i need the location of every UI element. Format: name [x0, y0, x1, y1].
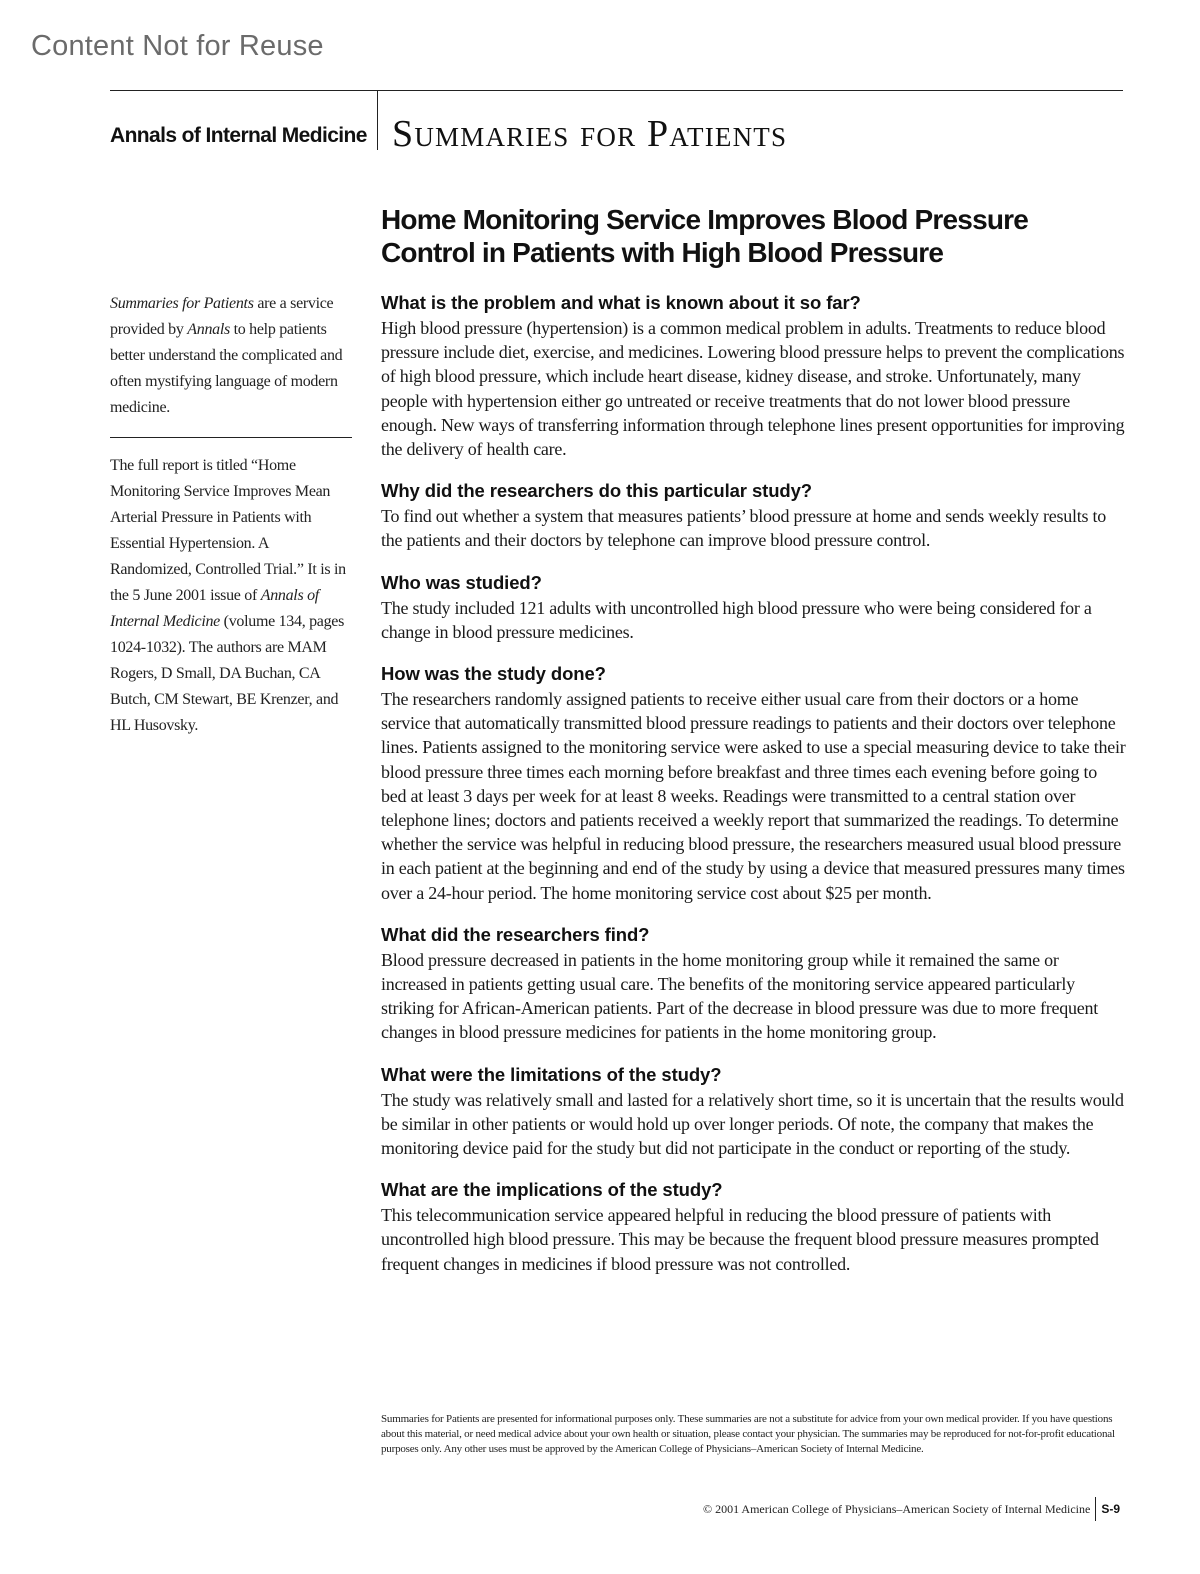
- section-heading: What is the problem and what is known about it so far?: [381, 292, 861, 313]
- section-body: High blood pressure (hypertension) is a common medical problem in adults. Treatments to reduce blood pressure include diet, exercise, and medicines. Lowering blood pressure helps to prevent the complications of high blood pressure, which include heart disease, kidney disease, and stroke. Unfortunately, many people with hypertension either go untreated or receive treatments that do not lower blood pressure enough. New ways of transferring information through telephone lines present opportunities for improving the delivery of health care.: [381, 318, 1125, 460]
- footer-divider: [1095, 1497, 1096, 1521]
- section-heading: What were the limitations of the study?: [381, 1063, 722, 1085]
- section-heading: How was the study done?: [381, 663, 606, 685]
- header-rule: [110, 90, 1123, 91]
- section-implications: [381, 1177, 1126, 1276]
- article-body: [381, 290, 1126, 1293]
- sidebar-intro-annals: Annals: [187, 321, 230, 338]
- sidebar-ref-part-b: (volume 134, pages 1024-1032). The authors are MAM Rogers, D Small, DA Buchan, CA Butch, CM Stewart, BE Krenzer, and HL Husovsky.: [110, 613, 345, 734]
- section-body: The study was relatively small and lasted for a relatively short time, so it is uncertain that the results would be similar in other patients or would hold up over longer periods. Of note, the company that makes the monitoring device paid for the study but did not participate in the conduct or reporting of the study.: [381, 1089, 1124, 1159]
- page-footer: [703, 1497, 1120, 1521]
- sidebar-reference: [110, 453, 352, 739]
- section-limitations: [381, 1062, 1126, 1161]
- section-heading: Why did the researchers do this particular study?: [381, 480, 812, 502]
- section-heading: What are the implications of the study?: [381, 1179, 723, 1201]
- journal-name: Annals of Internal Medicine: [110, 124, 367, 147]
- sidebar-ref-part-a: The full report is titled “Home Monitoring Service Improves Mean Arterial Pressure in Patients with Essential Hypertension. A Randomized, Controlled Trial.” It is in the 5 June 2001 issue of: [110, 457, 346, 604]
- sidebar-reference-text: [110, 453, 352, 739]
- disclaimer: Summaries for Patients are presented for informational purposes only. These summaries are not a substitute for advice from your own medical provider. If you have questions about this material, or need medical advice about your own health or situation, please contact your physician. The summaries may be reproduced for not-for-profit educational purposes only. Any other uses must be approved by the American College of Physicians–American Society of Internal Medicine.: [381, 1413, 1115, 1455]
- sidebar-divider: [110, 437, 352, 438]
- section-body: Blood pressure decreased in patients in the home monitoring group while it remained the same or increased in patients getting usual care. The benefits of the monitoring service appeared particularly striking for African-American patients. Part of the decrease in blood pressure was due to more frequent changes in blood pressure medicines for patients in the home monitoring group.: [381, 949, 1098, 1043]
- section-how: [381, 661, 1126, 905]
- sidebar-intro: [110, 291, 352, 421]
- section-body: The researchers randomly assigned patients to receive either usual care from their doctors or a home service that automatically transmitted blood pressure readings to patients and their doctors over telephone lines. Patients assigned to the monitoring service were asked to use a special measuring device to take their blood pressure three times each morning before breakfast and three times each evening before going to bed at least 3 days per week for at least 8 weeks. Readings were transmitted to a central station over telephone lines; doctors and patients received a weekly report that summarized the readings. To determine whether the service was helpful in reducing blood pressure, the researchers measured usual blood pressure in each patient at the beginning and end of the study by using a device that measured pressures many times over a 24-hour period. The home monitoring service cost about $25 per month.: [381, 689, 1126, 903]
- article-title: Home Monitoring Service Improves Blood Pressure Control in Patients with High Blood Pressure: [381, 204, 1029, 268]
- sidebar-intro-part-a: are a service provided by: [110, 295, 334, 338]
- section-title: Summaries for Patients: [392, 113, 788, 155]
- section-heading: Who was studied?: [381, 571, 542, 593]
- section-why: [381, 478, 1126, 552]
- sidebar-intro-italic: Summaries for Patients: [110, 295, 254, 312]
- section-heading: What did the researchers find?: [381, 923, 650, 945]
- sidebar-intro-part-b: to help patients better understand the complicated and often mystifying language of modern medicine.: [110, 321, 343, 416]
- section-findings: [381, 922, 1126, 1045]
- page-number: S-9: [1101, 1502, 1120, 1516]
- sidebar-ref-journal: Annals of Internal Medicine: [110, 587, 319, 630]
- section-body: The study included 121 adults with uncontrolled high blood pressure who were being considered for a change in blood pressure medicines.: [381, 597, 1092, 642]
- watermark: Content Not for Reuse: [31, 30, 324, 62]
- header-divider: [377, 90, 378, 150]
- sidebar-intro-text: [110, 291, 352, 421]
- section-problem: [381, 290, 1126, 461]
- copyright: © 2001 American College of Physicians–American Society of Internal Medicine: [702, 1501, 1091, 1516]
- section-body: To find out whether a system that measures patients’ blood pressure at home and sends weekly results to the patients and their doctors by telephone can improve blood pressure control.: [381, 506, 1106, 551]
- section-who: [381, 570, 1126, 644]
- section-body: This telecommunication service appeared helpful in reducing the blood pressure of patients with uncontrolled high blood pressure. This may be because the frequent blood pressure measures prompted frequent changes in medicines if blood pressure was not controlled.: [381, 1205, 1099, 1274]
